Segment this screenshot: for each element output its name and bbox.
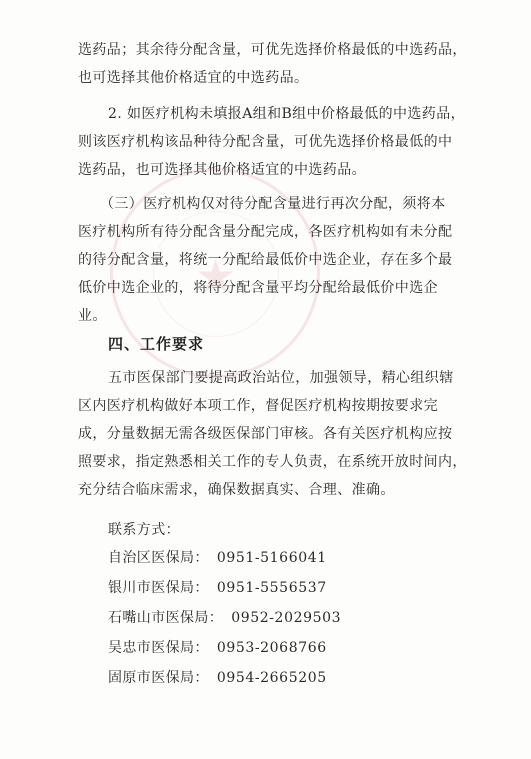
paragraph-4-line-4: 照要求，指定熟悉相关工作的专人负责，在系统开放时间内， [78,454,467,470]
paragraph-2-line-3: 选药品，也可选择其他价格适宜的中选药品。 [78,162,366,178]
contact-label: 吴忠市医保局： [108,640,209,656]
contact-label: 银川市医保局： [108,580,209,596]
contact-phone: 0951-5166041 [216,550,327,566]
paragraph-3-line-2: 医疗机构所有待分配含量分配完成，各医疗机构如有未分配 [78,224,453,240]
paragraph-3-line-3: 的待分配含量，将统一分配给最低价中选企业，存在多个最 [78,252,453,268]
contact-phone: 0953-2068766 [216,640,327,656]
contact-title: 联系方式： [108,522,180,538]
contact-item [108,608,341,628]
contact-item [108,548,327,568]
paragraph-1-line-1: 选药品；其余待分配含量，可优先选择价格最低的中选药品， [78,42,467,58]
contact-phone: 0952-2029503 [231,610,342,626]
contact-item [108,578,327,598]
contact-phone: 0951-5556537 [216,580,327,596]
paragraph-4-line-2: 区内医疗机构做好本项工作，督促医疗机构按期按要求完 [78,398,438,414]
paragraph-4-line-3: 成，分量数据无需各级医保部门审核。各有关医疗机构应按 [78,426,453,442]
paragraph-3-line-1: （三）医疗机构仅对待分配含量进行再次分配，须将本 [100,196,446,212]
paragraph-2-line-1: 2. 如医疗机构未填报A组和B组中价格最低的中选药品， [108,106,466,122]
paragraph-4-line-1: 五市医保部门要提高政治站位，加强领导，精心组织辖 [108,370,454,386]
section-heading: 四、工作要求 [108,335,205,353]
paragraph-4-line-5: 充分结合临床需求，确保数据真实、合理、准确。 [78,482,395,498]
paragraph-3-line-4: 低价中选企业的，将待分配含量平均分配给最低价中选企 [78,280,438,296]
contact-item [108,638,327,658]
contact-phone: 0954-2665205 [216,670,327,686]
seal-star-icon: ★ [195,249,237,303]
paragraph-1-line-2: 也可选择其他价格适宜的中选药品。 [78,70,309,86]
contact-item [108,668,327,688]
paragraph-2-line-2: 则该医疗机构该品种待分配含量，可优先选择价格最低的中 [78,134,453,150]
contact-label: 石嘴山市医保局： [108,610,224,626]
paragraph-3-line-5: 业。 [78,308,107,324]
contact-label: 固原市医保局： [108,670,209,686]
contact-label: 自治区医保局： [108,550,209,566]
